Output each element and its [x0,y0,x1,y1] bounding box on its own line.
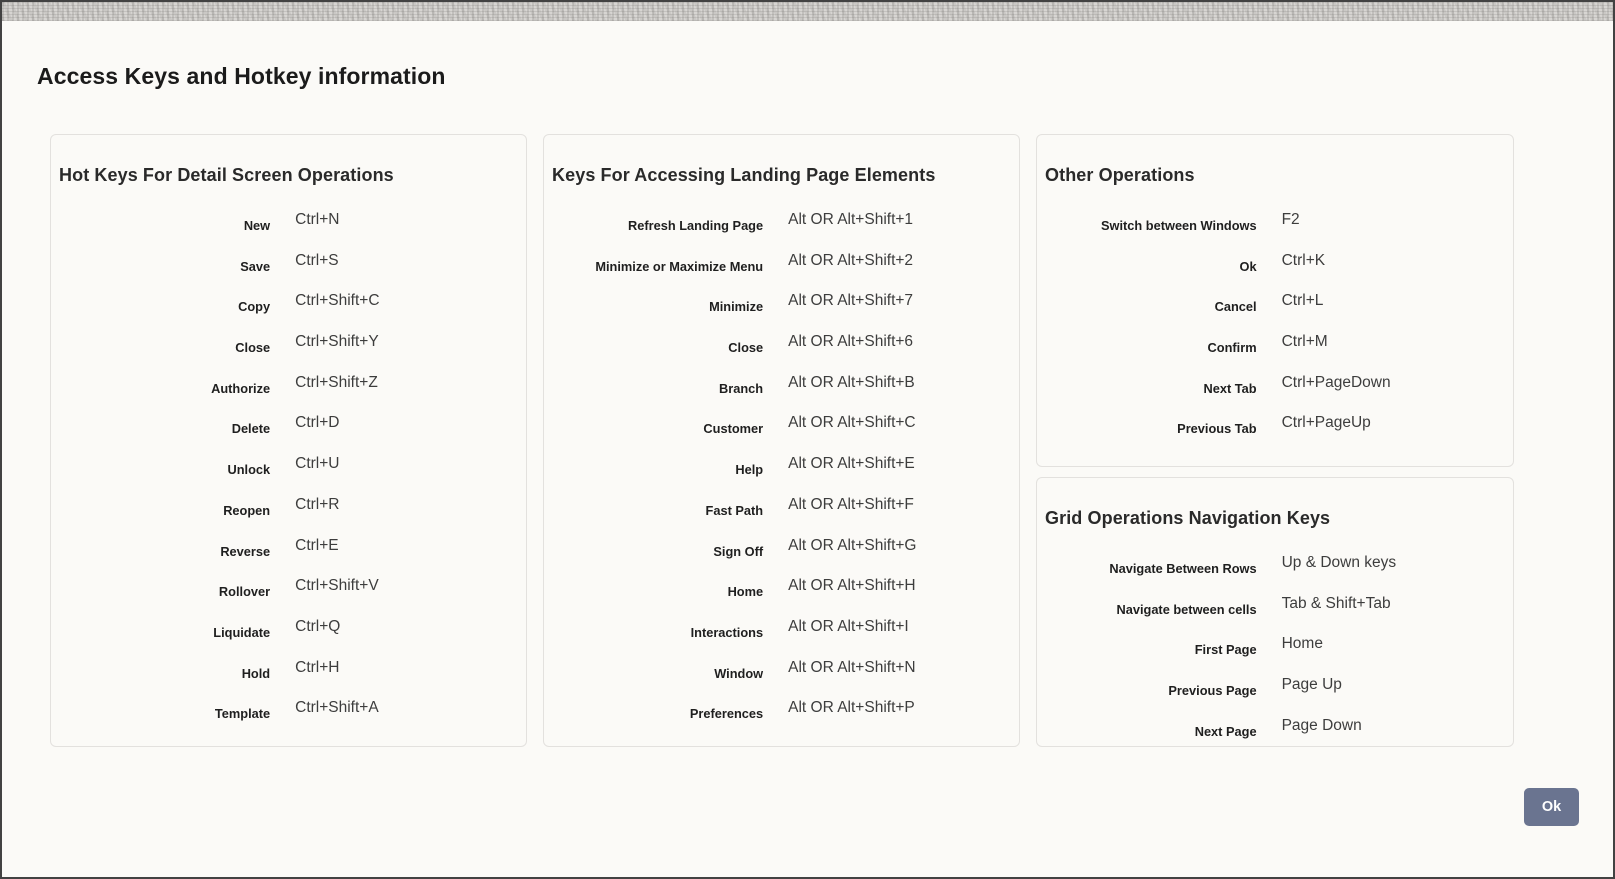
hotkey-keys-value: Ctrl+K [1281,251,1326,269]
dialog-title: Access Keys and Hotkey information [37,63,446,89]
hotkey-action-label: Close [235,340,271,356]
hotkey-keys-value: Ctrl+L [1281,292,1324,310]
window-top-texture-band [2,2,1613,21]
hotkey-keys-value: Ctrl+N [295,211,340,228]
hotkey-action-label: Sign Off [713,543,764,559]
hotkey-row [59,453,518,494]
hotkey-action-label: First Page [1194,642,1257,658]
hotkey-keys-value: Alt OR Alt+Shift+F [788,495,914,513]
hotkey-action-label: Delete [231,421,271,437]
hotkey-action-label: Window [714,665,764,681]
hotkey-row [59,290,518,331]
hotkey-action-label: Switch between Windows [1101,218,1257,233]
hotkey-keys-value: Ctrl+PageDown [1281,373,1391,391]
panel-grid-operations-navigation [1036,477,1514,747]
hotkey-keys-value: Ctrl+PageUp [1281,414,1371,432]
panel-title-grid-operations-navigation: Grid Operations Navigation Keys [1045,508,1331,528]
hotkey-keys-value: Page Up [1281,676,1342,694]
hotkey-action-label: New [243,218,271,233]
panel-title-landing-page-elements: Keys For Accessing Landing Page Elements [552,165,936,185]
hotkey-row [1045,372,1505,413]
hotkey-action-label: Reopen [223,502,271,518]
hotkey-action-label: Previous Page [1168,683,1257,699]
hotkey-row [552,453,1011,494]
hotkey-rows-detail-screen [59,209,518,738]
hotkey-row [59,697,518,738]
hotkey-keys-value: Alt OR Alt+Shift+I [788,617,909,635]
hotkey-action-label: Refresh Landing Page [628,218,764,233]
hotkey-action-label: Close [728,340,764,356]
hotkey-row [552,494,1011,535]
hotkey-row [59,494,518,535]
hotkey-action-label: Minimize or Maximize Menu [595,258,764,274]
hotkey-keys-value: Alt OR Alt+Shift+7 [788,292,914,310]
hotkey-keys-value: Alt OR Alt+Shift+P [788,699,915,717]
hotkey-row [552,535,1011,576]
hotkey-row [59,209,518,250]
hotkey-row [1045,552,1505,593]
hotkey-keys-value: Ctrl+U [295,455,340,473]
hotkey-action-label: Reverse [220,543,271,559]
hotkey-action-label: Next Page [1194,723,1257,739]
hotkey-row [59,412,518,453]
hotkey-row [59,616,518,657]
hotkey-row [552,575,1011,616]
hotkey-row [1045,674,1505,715]
hotkey-row [552,209,1011,250]
hotkey-row [59,331,518,372]
hotkey-keys-value: Ctrl+Shift+V [295,577,379,595]
hotkey-action-label: Minimize [709,299,764,315]
hotkey-keys-value: Alt OR Alt+Shift+6 [788,333,914,351]
hotkey-action-label: Save [240,258,271,274]
hotkey-keys-value: F2 [1281,211,1300,228]
hotkey-keys-value: Ctrl+Shift+Z [295,373,378,391]
hotkey-row [59,535,518,576]
hotkey-row [59,657,518,698]
hotkey-row [552,250,1011,291]
hotkey-action-label: Hold [241,665,271,681]
hotkey-action-label: Previous Tab [1177,421,1257,437]
hotkey-row [1045,209,1505,250]
third-column-stack [1036,134,1514,747]
hotkey-action-label: Navigate Between Rows [1109,561,1257,576]
hotkey-row [1045,593,1505,634]
hotkey-keys-value: Ctrl+E [295,536,339,554]
panel-landing-page-elements [543,134,1020,747]
hotkey-row [1045,715,1505,747]
hotkey-action-label: Customer [703,421,764,437]
hotkey-panels-container [50,134,1514,747]
hotkey-row [59,250,518,291]
hotkey-action-label: Copy [238,299,271,315]
panel-title-detail-screen-operations: Hot Keys For Detail Screen Operations [59,165,394,185]
hotkey-row [1045,290,1505,331]
panel-detail-screen-operations [50,134,527,747]
hotkey-action-label: Interactions [690,624,764,640]
hotkey-row [552,331,1011,372]
hotkey-action-label: Next Tab [1203,380,1257,396]
hotkey-keys-value: Alt OR Alt+Shift+B [788,373,915,391]
panel-other-operations [1036,134,1514,467]
hotkey-action-label: Unlock [227,462,271,478]
hotkey-keys-value: Alt OR Alt+Shift+2 [788,251,914,269]
hotkey-action-label: Ok [1239,258,1257,274]
hotkey-action-label: Navigate between cells [1116,601,1257,617]
hotkey-row [1045,250,1505,291]
hotkey-action-label: Authorize [211,380,271,396]
hotkey-row [552,657,1011,698]
hotkey-row [552,697,1011,738]
hotkey-action-label: Template [214,706,271,722]
hotkey-keys-value: Ctrl+Shift+A [295,699,379,717]
hotkey-row [552,412,1011,453]
hotkey-keys-value: Ctrl+Q [295,617,341,635]
hotkey-row [59,575,518,616]
hotkey-keys-value: Ctrl+R [295,495,340,513]
hotkey-keys-value: Alt OR Alt+Shift+H [788,577,916,595]
panel-title-other-operations: Other Operations [1045,165,1195,185]
hotkey-keys-value: Ctrl+D [295,414,340,432]
hotkey-action-label: Branch [719,380,764,396]
hotkey-row [552,290,1011,331]
hotkey-action-label: Fast Path [705,502,764,518]
hotkey-action-label: Cancel [1214,299,1257,315]
hotkey-keys-value: Ctrl+Shift+Y [295,333,379,351]
hotkey-action-label: Liquidate [213,624,271,640]
hotkey-keys-value: Up & Down keys [1281,554,1397,571]
hotkey-keys-value: Ctrl+H [295,658,340,676]
hotkey-keys-value: Alt OR Alt+Shift+G [788,536,917,554]
hotkey-keys-value: Alt OR Alt+Shift+C [788,414,916,432]
hotkey-row [1045,331,1505,372]
hotkey-keys-value: Ctrl+S [295,251,339,269]
hotkey-keys-value: Alt OR Alt+Shift+1 [788,211,914,228]
hotkey-action-label: Confirm [1207,340,1257,356]
hotkey-row [552,372,1011,413]
hotkey-keys-value: Home [1281,635,1323,653]
hotkey-row [59,372,518,413]
hotkey-row [1045,412,1505,453]
hotkey-rows-other-operations [1045,209,1505,453]
hotkey-action-label: Help [735,462,764,478]
hotkey-keys-value: Ctrl+M [1281,333,1328,351]
hotkey-keys-value: Ctrl+Shift+C [295,292,380,310]
hotkey-keys-value: Tab & Shift+Tab [1281,594,1391,612]
hotkey-action-label: Home [727,584,764,600]
hotkey-rows-landing-page [552,209,1011,738]
hotkey-rows-grid-operations [1045,552,1505,747]
hotkey-action-label: Rollover [218,584,271,600]
hotkey-row [552,616,1011,657]
hotkey-keys-value: Alt OR Alt+Shift+N [788,658,916,676]
hotkey-keys-value: Page Down [1281,716,1362,734]
hotkey-action-label: Preferences [689,706,764,722]
hotkey-keys-value: Alt OR Alt+Shift+E [788,455,915,473]
hotkey-row [1045,633,1505,674]
ok-button[interactable]: Ok [1524,788,1579,826]
